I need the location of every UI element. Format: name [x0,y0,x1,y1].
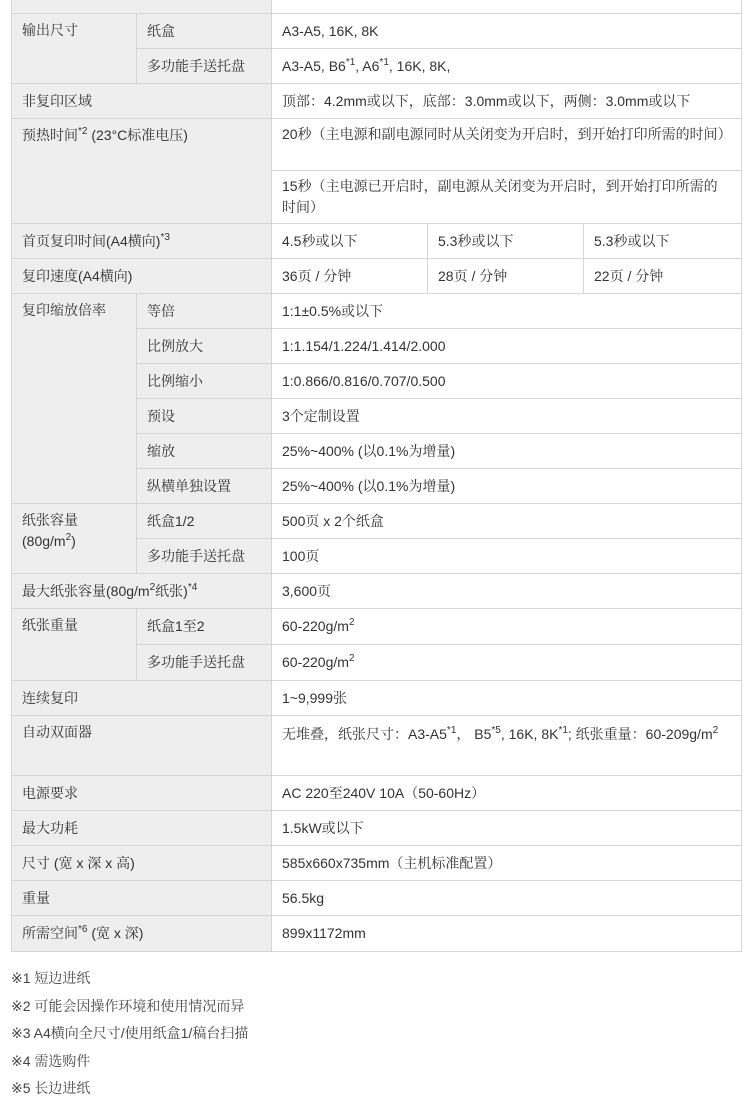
spec-row-max-capacity [12,574,742,609]
spec-label [12,574,272,609]
text-part: ， B5 [456,726,492,742]
text-part: 60-220g/m [282,618,349,634]
spec-value: 25%~400% (以0.1%为增量) [272,434,742,469]
spec-row-non-copy-area [12,84,742,119]
spec-value: 100页 [272,539,742,574]
text-part: 纸张容量 [22,512,78,528]
unit-sup: 2 [712,725,719,736]
spec-label [12,224,272,259]
spec-row-first-copy [12,224,742,259]
spec-value: 899x1172mm [272,916,742,952]
spec-sublabel: 缩放 [137,434,272,469]
spec-value: 585x660x735mm（主机标准配置） [272,846,742,881]
spec-value: 3个定制设置 [272,399,742,434]
spec-value [272,0,742,14]
spec-row-paper-capacity [12,504,742,539]
unit-sup: 2 [348,617,355,628]
footnote: ※4 需选购件 [11,1052,91,1069]
spec-value [272,609,742,645]
text-part: 预热时间 [22,127,78,143]
text-part: (80g/m [22,533,66,549]
spec-label [12,916,272,952]
spec-value [272,716,742,776]
spec-value: 20秒（主电源和副电源同时从关闭变为开启时，到开始打印所需的时间） [272,119,742,171]
unit-sup: 2 [348,653,355,664]
text-part: , A6 [355,57,380,74]
spec-sublabel: 多功能手送托盘 [137,645,272,681]
spec-row-copy-speed [12,259,742,294]
spec-value: AC 220至240V 10A（50-60Hz） [272,776,742,811]
text-part: ) [71,533,76,549]
spec-value: 1.5kW或以下 [272,811,742,846]
spec-value: 28页 / 分钟 [428,259,584,294]
footnote-ref: *1 [446,725,457,736]
spec-value: 1:1.154/1.224/1.414/2.000 [272,329,742,364]
spec-row-weight [12,881,742,916]
spec-value: 25%~400% (以0.1%为增量) [272,469,742,504]
spec-label: 自动双面器 [12,716,272,776]
spec-sublabel: 预设 [137,399,272,434]
footnote: ※5 长边进纸 [11,1080,91,1096]
spec-label: 复印缩放倍率 [12,294,137,504]
footnote-ref: *4 [187,581,198,593]
spec-row-continuous [12,681,742,716]
spec-row-dimensions [12,846,742,881]
spec-label [12,504,137,574]
spec-row-duplex [12,716,742,776]
spec-sublabel: 纵横单独设置 [137,469,272,504]
spec-row-max-power [12,811,742,846]
spec-value: 36页 / 分钟 [272,259,428,294]
spec-row-warmup [12,119,742,171]
spec-value: 500页 x 2个纸盒 [272,504,742,539]
text-part: 首页复印时间(A4横向) [22,232,161,249]
text-part: A3-A5, B6 [282,57,346,74]
spec-value: A3-A5, 16K, 8K [272,14,742,49]
spec-value [272,49,742,84]
spec-label: 复印速度(A4横向) [12,259,272,294]
footnote-ref: *3 [160,231,170,243]
text-part: 纸张) [155,582,188,599]
spec-label: 连续复印 [12,681,272,716]
text-part: (宽 x 深) [87,925,144,941]
footnote-ref: *1 [345,56,356,68]
text-part: 60-220g/m [282,654,349,670]
spec-value: 5.3秒或以下 [584,224,742,259]
footnote-ref: *1 [558,725,568,736]
spec-row-paper-weight [12,609,742,645]
spec-label [12,119,272,224]
spec-value [272,645,742,681]
footnote: ※2 可能会因操作环境和使用情况而异 [11,997,245,1014]
spec-label: 纸张重量 [12,609,137,681]
spec-sublabel: 多功能手送托盘 [137,539,272,574]
spec-value: 15秒（主电源已开启时，副电源从关闭变为开启时，到开始打印所需的时间） [272,171,742,224]
spec-sublabel: 等倍 [137,294,272,329]
spec-sublabel: 多功能手送托盘 [137,49,272,84]
text-part: (23°C标准电压) [87,127,188,143]
footnote: ※3 A4横向全尺寸/使用纸盒1/稿台扫描 [11,1025,249,1041]
spec-value: 4.5秒或以下 [272,224,428,259]
text-part: ; 纸张重量：60-209g/m [567,726,713,742]
spec-sublabel: 纸盒 [137,14,272,49]
spec-value: 1:0.866/0.816/0.707/0.500 [272,364,742,399]
text-part: , 16K, 8K, [388,57,451,74]
spec-value: 5.3秒或以下 [428,224,584,259]
spec-row-output-size [12,14,742,49]
spec-table-container [11,0,741,952]
spec-value: 22页 / 分钟 [584,259,742,294]
spec-label: 输出尺寸 [12,14,137,84]
text-part: 所需空间 [22,925,78,941]
spec-label [12,0,272,14]
footnote: ※1 短边进纸 [11,970,91,986]
spec-table [11,0,742,952]
spec-sublabel: 纸盒1/2 [137,504,272,539]
spec-row-space [12,916,742,952]
unit-sup: 2 [65,532,72,543]
spec-value: 56.5kg [272,881,742,916]
spec-value: 顶部：4.2mm或以下，底部：3.0mm或以下，两侧：3.0mm或以下 [272,84,742,119]
spec-sublabel: 比例缩小 [137,364,272,399]
footnote-ref: *5 [491,725,501,736]
footnotes [11,968,741,1106]
spec-row-power [12,776,742,811]
spec-value: 1~9,999张 [272,681,742,716]
spec-sublabel: 比例放大 [137,329,272,364]
spec-label: 电源要求 [12,776,272,811]
text-part: 无堆叠，纸张尺寸：A3-A5 [282,726,447,742]
unit-sup: 2 [149,581,156,593]
spec-value: 3,600页 [272,574,742,609]
spec-sublabel: 纸盒1至2 [137,609,272,645]
footnote-ref: *6 [78,924,88,935]
spec-value: 1:1±0.5%或以下 [272,294,742,329]
text-part: 最大纸张容量(80g/m [22,582,150,599]
spec-label: 尺寸 (宽 x 深 x 高) [12,846,272,881]
spec-label: 非复印区域 [12,84,272,119]
spec-label: 重量 [12,881,272,916]
footnote-ref: *1 [379,56,389,68]
spec-label: 最大功耗 [12,811,272,846]
spec-row-zoom [12,294,742,329]
text-part: , 16K, 8K [500,726,559,742]
footnote-ref: *2 [78,126,88,137]
spec-row-partial [12,0,742,14]
